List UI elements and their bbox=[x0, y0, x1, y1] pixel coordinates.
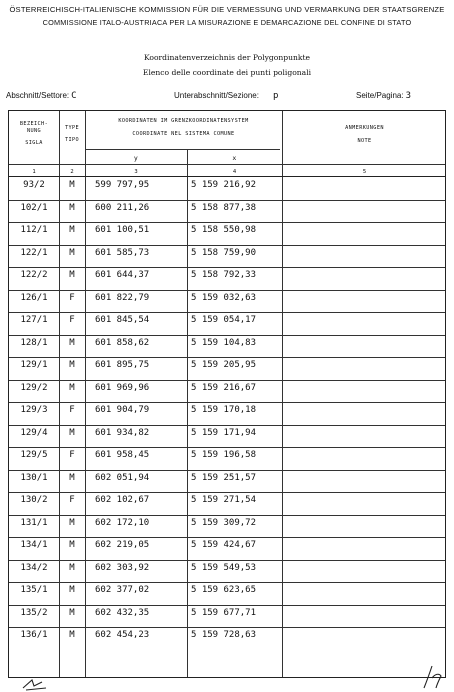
x-coordinate: 5 159 196,58 bbox=[191, 450, 257, 460]
point-id: 112/1 bbox=[20, 225, 48, 235]
y-column-header: y bbox=[133, 154, 139, 162]
y-coordinate: 601 845,54 bbox=[95, 315, 150, 325]
x-coordinate: 5 158 759,90 bbox=[191, 247, 257, 258]
table-row bbox=[9, 560, 445, 583]
table-row bbox=[9, 222, 445, 245]
section-field bbox=[6, 91, 77, 101]
y-coordinate: 602 377,02 bbox=[95, 585, 150, 595]
y-coordinate: 601 969,96 bbox=[95, 382, 150, 393]
y-coordinate: 602 051,94 bbox=[95, 472, 150, 483]
x-coordinate: 5 159 104,83 bbox=[191, 337, 257, 348]
column-number: 5 bbox=[362, 169, 367, 175]
x-coordinate: 5 159 623,65 bbox=[191, 585, 257, 595]
notes-column-header bbox=[282, 125, 447, 145]
table-row bbox=[9, 335, 445, 358]
point-type: M bbox=[69, 337, 75, 348]
point-id: 134/1 bbox=[20, 540, 48, 550]
y-coordinate: 601 895,75 bbox=[95, 360, 150, 370]
divider bbox=[9, 164, 445, 165]
x-coordinate: 5 159 205,95 bbox=[191, 360, 257, 370]
point-type: F bbox=[69, 405, 75, 415]
table-row bbox=[9, 627, 445, 650]
point-type: M bbox=[69, 360, 75, 370]
y-coordinate: 600 211,26 bbox=[95, 202, 150, 213]
x-coordinate: 5 159 309,72 bbox=[191, 517, 257, 528]
point-type: M bbox=[69, 270, 75, 280]
coordinates-table bbox=[8, 110, 446, 678]
handwritten-signature-mark bbox=[420, 664, 444, 690]
page-label: Seite/Pagina: bbox=[356, 91, 404, 100]
header-text: ANMERKUNGEN bbox=[345, 125, 384, 131]
header-text: TIPO bbox=[64, 136, 80, 143]
point-id: 126/1 bbox=[20, 292, 48, 303]
point-id: 130/2 bbox=[20, 495, 48, 505]
section-label: Abschnitt/Settore: bbox=[6, 91, 70, 100]
point-type: M bbox=[69, 225, 75, 235]
point-id: 102/1 bbox=[20, 202, 48, 213]
point-type: F bbox=[69, 495, 75, 505]
header-text: NOTE bbox=[357, 137, 372, 144]
header-text: KOORDINATEN IM GRENZKOORDINATENSYSTEM bbox=[118, 118, 249, 124]
y-coordinate: 602 172,10 bbox=[95, 517, 150, 528]
header-text: COORDINATE NEL SISTEMA COMUNE bbox=[132, 130, 235, 137]
commission-title-italian: COMMISSIONE ITALO-AUSTRIACA PER LA MISURAZIONE E DEMARCAZIONE DEL CONFINE DI STATO bbox=[42, 18, 412, 27]
section-value: C bbox=[71, 91, 77, 101]
point-type: M bbox=[69, 180, 75, 190]
x-coordinate: 5 159 424,67 bbox=[191, 540, 257, 550]
column-number: 2 bbox=[70, 169, 74, 175]
header-text: TYPE bbox=[64, 125, 80, 131]
point-id: 131/1 bbox=[20, 517, 48, 528]
table-row bbox=[9, 492, 445, 515]
table-row bbox=[9, 200, 445, 223]
column-number: 3 bbox=[134, 169, 138, 175]
point-id: 135/1 bbox=[20, 585, 48, 595]
x-coordinate: 5 158 550,98 bbox=[191, 225, 257, 235]
point-type: F bbox=[69, 450, 75, 460]
x-coordinate: 5 159 251,57 bbox=[191, 472, 257, 483]
table-row bbox=[9, 245, 445, 268]
y-coordinate: 601 958,45 bbox=[95, 450, 150, 460]
point-id: 135/2 bbox=[20, 607, 48, 618]
subsection-field bbox=[174, 91, 278, 101]
x-coordinate: 5 159 032,63 bbox=[191, 292, 257, 303]
y-coordinate: 602 303,92 bbox=[95, 562, 150, 573]
page-value: 3 bbox=[405, 91, 412, 101]
x-coordinate: 5 159 216,92 bbox=[191, 180, 257, 190]
table-row bbox=[9, 312, 445, 335]
y-coordinate: 601 585,73 bbox=[95, 247, 150, 258]
handwritten-initial-mark bbox=[20, 676, 50, 692]
point-type: M bbox=[69, 472, 75, 483]
table-row bbox=[9, 357, 445, 380]
y-coordinate: 601 100,51 bbox=[95, 225, 150, 235]
point-type: F bbox=[69, 315, 75, 325]
x-coordinate: 5 159 549,53 bbox=[191, 562, 257, 573]
point-id: 134/2 bbox=[20, 562, 48, 573]
document-title-italian: Elenco delle coordinate dei punti poligonali bbox=[142, 68, 312, 77]
table-row bbox=[9, 425, 445, 448]
point-type: M bbox=[69, 427, 75, 438]
point-id: 128/1 bbox=[20, 337, 48, 348]
header-text: NUNG bbox=[26, 127, 42, 134]
header-text: BEZEICH- bbox=[19, 121, 49, 127]
column-number: 4 bbox=[232, 169, 237, 175]
x-coordinate: 5 159 170,18 bbox=[191, 405, 257, 415]
table-row bbox=[9, 537, 445, 560]
point-id: 93/2 bbox=[23, 180, 45, 190]
point-id: 122/2 bbox=[20, 270, 48, 280]
x-coordinate: 5 158 792,33 bbox=[191, 270, 257, 280]
point-id: 129/4 bbox=[20, 427, 48, 438]
coordinates-column-header bbox=[85, 118, 282, 138]
x-coordinate: 5 159 054,17 bbox=[191, 315, 257, 325]
header-text: SIGLA bbox=[25, 139, 43, 146]
subsection-label: Unterabschnitt/Sezione: bbox=[174, 91, 259, 100]
x-coordinate: 5 159 677,71 bbox=[191, 607, 257, 618]
x-coordinate: 5 158 877,38 bbox=[191, 202, 257, 213]
point-id: 136/1 bbox=[20, 630, 48, 640]
x-coordinate: 5 159 216,67 bbox=[191, 382, 257, 393]
y-coordinate: 602 432,35 bbox=[95, 607, 150, 618]
divider bbox=[85, 149, 280, 150]
x-coordinate: 5 159 171,94 bbox=[191, 427, 257, 438]
document-title-german: Koordinatenverzeichnis der Polygonpunkte bbox=[143, 53, 311, 62]
table-row bbox=[9, 177, 445, 200]
point-id: 129/1 bbox=[20, 360, 48, 370]
y-coordinate: 601 858,62 bbox=[95, 337, 150, 348]
y-coordinate: 601 934,82 bbox=[95, 427, 150, 438]
subsection-value: p bbox=[272, 91, 279, 101]
point-type: M bbox=[69, 202, 75, 213]
point-type: F bbox=[69, 292, 75, 303]
y-coordinate: 601 644,37 bbox=[95, 270, 150, 280]
y-coordinate: 602 219,05 bbox=[95, 540, 150, 550]
y-coordinate: 601 904,79 bbox=[95, 405, 150, 415]
commission-title-german: ÖSTERREICHISCH-ITALIENISCHE KOMMISSION FÜR DIE VERMESSUNG UND VERMARKUNG DER STAATSGRENZE bbox=[9, 5, 445, 14]
table-row bbox=[9, 402, 445, 425]
point-id: 122/1 bbox=[20, 247, 48, 258]
table-row bbox=[9, 267, 445, 290]
point-type: M bbox=[69, 562, 75, 573]
point-id: 129/2 bbox=[20, 382, 48, 393]
table-row bbox=[9, 515, 445, 538]
table-row bbox=[9, 470, 445, 493]
point-type: M bbox=[69, 585, 75, 595]
point-type: M bbox=[69, 382, 75, 393]
table-row bbox=[9, 582, 445, 605]
table-row bbox=[9, 605, 445, 628]
x-coordinate: 5 159 271,54 bbox=[191, 495, 257, 505]
table-row bbox=[9, 447, 445, 470]
table-row bbox=[9, 380, 445, 403]
point-id: 129/5 bbox=[20, 450, 48, 460]
y-coordinate: 601 822,79 bbox=[95, 292, 150, 303]
page-field bbox=[356, 91, 411, 101]
column-number: 1 bbox=[32, 169, 36, 175]
point-id: 129/3 bbox=[20, 405, 48, 415]
x-coordinate: 5 159 728,63 bbox=[191, 630, 257, 640]
y-coordinate: 602 102,67 bbox=[95, 495, 150, 505]
x-column-header: x bbox=[232, 154, 237, 162]
point-type: M bbox=[69, 517, 75, 528]
point-type: M bbox=[69, 607, 75, 618]
point-type: M bbox=[69, 630, 75, 640]
table-row bbox=[9, 290, 445, 313]
id-column-header bbox=[9, 121, 59, 146]
type-column-header bbox=[59, 125, 85, 144]
point-type: M bbox=[69, 247, 75, 258]
y-coordinate: 599 797,95 bbox=[95, 180, 150, 190]
point-id: 127/1 bbox=[20, 315, 48, 325]
point-type: M bbox=[69, 540, 75, 550]
y-coordinate: 602 454,23 bbox=[95, 630, 150, 640]
point-id: 130/1 bbox=[20, 472, 48, 483]
